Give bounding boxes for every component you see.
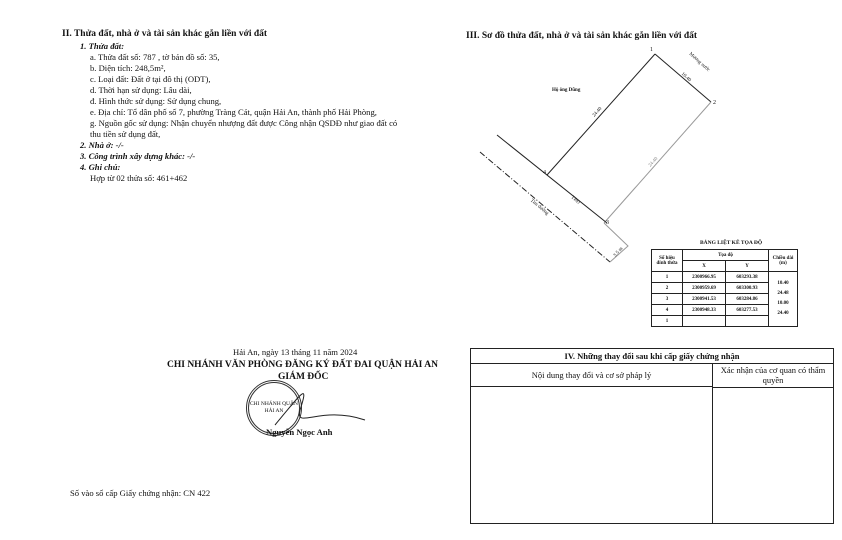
edge-label-2-3: 24.40 bbox=[648, 156, 660, 169]
header-point: Số hiệu đỉnh thửa bbox=[652, 250, 683, 272]
road-centerline bbox=[480, 152, 610, 262]
edge-1-4 bbox=[547, 54, 655, 175]
table-row: 4 2300948.33 603277.53 bbox=[652, 305, 798, 316]
table-row: 1 2300966.95 603293.38 10.40 24.48 10.00 24.40 bbox=[652, 272, 798, 283]
table-row: 3 2300941.53 603284.86 bbox=[652, 294, 798, 305]
land-heading: 1. Thửa đất: bbox=[80, 41, 125, 51]
point-1: 1 bbox=[650, 47, 653, 53]
registry-number: Số vào sổ cấp Giấy chứng nhận: CN 422 bbox=[70, 488, 211, 498]
coord-table-title: BẢNG LIỆT KÊ TỌA ĐỘ bbox=[700, 240, 763, 246]
point-2: 2 bbox=[713, 100, 716, 106]
use-form: đ. Hình thức sử dụng: Sử dụng chung, bbox=[90, 96, 222, 106]
road-label: Tim đường bbox=[528, 198, 550, 217]
sign-date: Hải An, ngày 13 tháng 11 năm 2024 bbox=[233, 347, 358, 357]
signer-name: Nguyễn Ngọc Anh bbox=[266, 427, 333, 437]
changes-table bbox=[470, 348, 834, 524]
header-length: Chiều dài (m) bbox=[769, 250, 798, 272]
table-row: 2 2300959.69 603300.93 bbox=[652, 283, 798, 294]
section-4-title: IV. Những thay đổi sau khi cấp giấy chứng nhận bbox=[471, 349, 833, 364]
edge-label-1-2: 10.40 bbox=[679, 71, 692, 84]
table-row: 1 bbox=[652, 316, 798, 327]
house: 2. Nhà ở: -/- bbox=[80, 140, 124, 150]
neighbor-label: Hộ ông Dũng bbox=[552, 88, 581, 93]
note-heading: 4. Ghi chú: bbox=[80, 162, 121, 172]
origin: g. Nguồn gốc sử dụng: Nhận chuyển nhượng đất được Công nhận QSDĐ như giao đất có bbox=[90, 118, 398, 128]
parcel-number: a. Thửa đất số: 787 , tờ bản đồ số: 35, bbox=[90, 52, 220, 62]
area: b. Diện tích: 248,5m², bbox=[90, 63, 166, 73]
parcel-diagram bbox=[460, 30, 763, 270]
use-term: d. Thời hạn sử dụng: Lâu dài, bbox=[90, 85, 192, 95]
header-coord: Tọa độ bbox=[683, 250, 769, 261]
origin-cont: thu tiền sử dụng đất, bbox=[90, 129, 161, 139]
note: Hợp từ 02 thửa số: 461+462 bbox=[90, 173, 188, 183]
edge-label-4-1: 24.40 bbox=[592, 106, 604, 119]
header-change-content: Nội dung thay đổi và cơ sở pháp lý bbox=[471, 364, 713, 387]
coordinate-table bbox=[651, 249, 798, 327]
road-edge bbox=[497, 135, 607, 223]
point-3: 3 bbox=[606, 220, 609, 226]
edge-label-3-4: TBĐ bbox=[569, 195, 581, 206]
header-y: Y bbox=[726, 261, 769, 272]
other-works: 3. Công trình xây dựng khác: -/- bbox=[80, 151, 196, 161]
sign-role: GIÁM ĐỐC bbox=[278, 372, 329, 382]
canal-label: Mương nước bbox=[687, 51, 711, 74]
official-stamp: CHI NHÁNH QUẬN HẢI AN bbox=[246, 380, 302, 436]
section-3-title: III. Sơ đồ thửa đất, nhà ở và tài sản khác gắn liền với đất bbox=[466, 31, 698, 41]
sign-org: CHI NHÁNH VĂN PHÒNG ĐĂNG KÝ ĐẤT ĐAI QUẬN HẢI AN bbox=[167, 360, 438, 370]
section-2-title: II. Thửa đất, nhà ở và tài sản khác gắn liền với đất bbox=[62, 29, 268, 39]
header-x: X bbox=[683, 261, 726, 272]
edge-2-3 bbox=[604, 102, 711, 223]
point-4: 4 bbox=[543, 170, 546, 176]
header-confirmation: Xác nhận của cơ quan có thẩm quyền bbox=[713, 364, 833, 388]
address: e. Địa chỉ: Tổ dân phố số 7, phường Tràng Cát, quận Hải An, thành phố Hải Phòng, bbox=[90, 107, 377, 117]
land-type: c. Loại đất: Đất ở tại đô thị (ODT), bbox=[90, 74, 211, 84]
road-width-label: 3.5 m bbox=[613, 246, 625, 259]
column-divider bbox=[712, 386, 713, 523]
